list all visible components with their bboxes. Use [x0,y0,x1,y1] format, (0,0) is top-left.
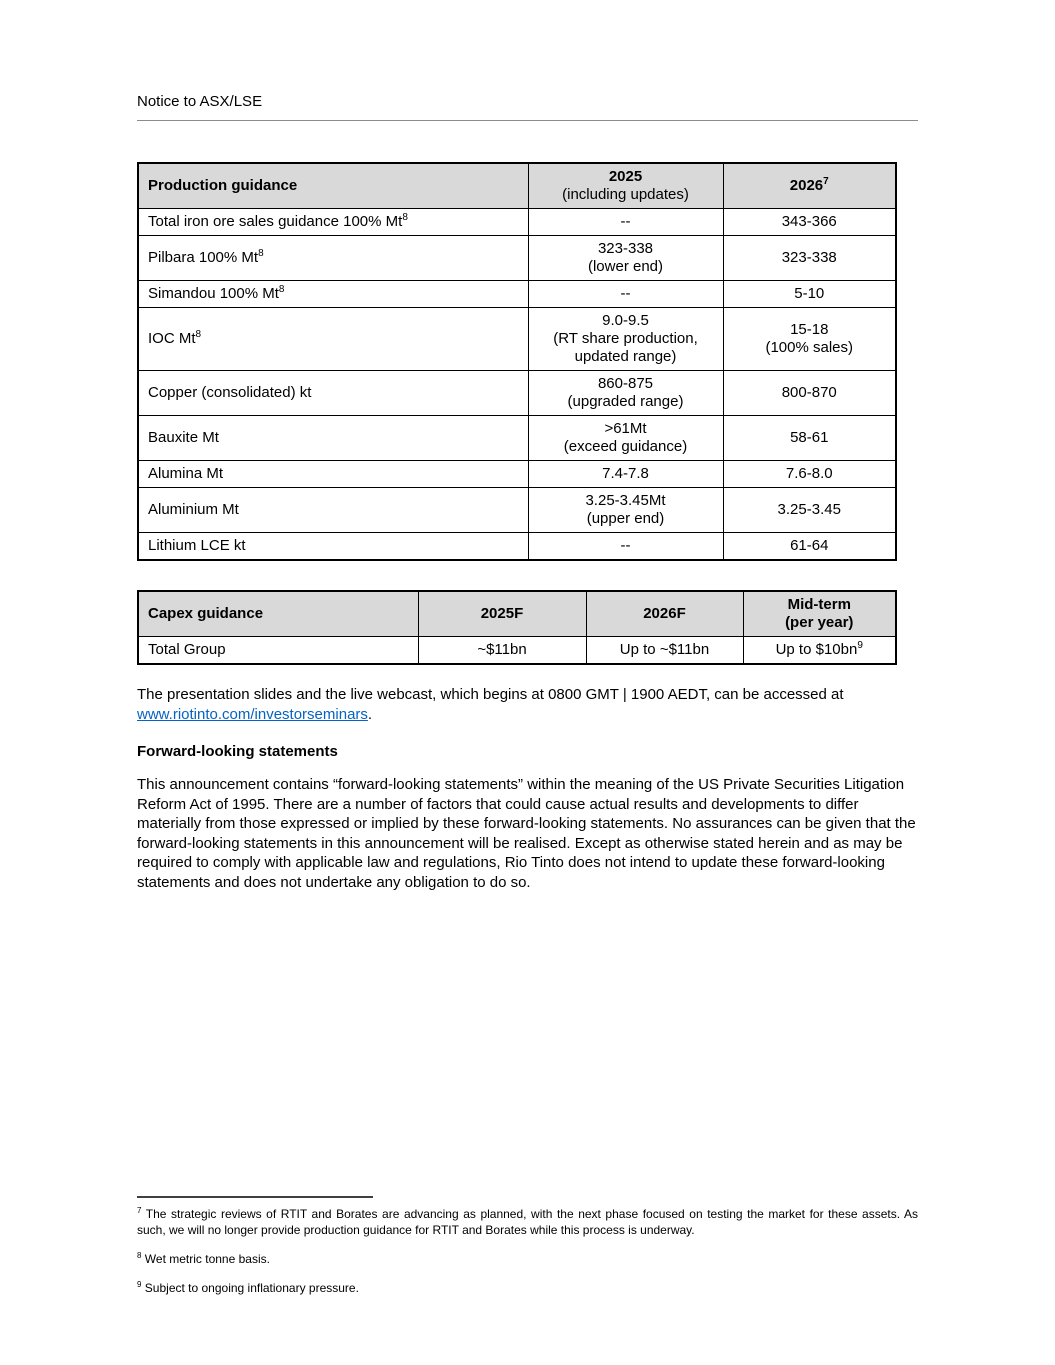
production-table-row [138,461,896,488]
footnote-8: $^8$ Wet metric tonne basis. [137,1251,270,1266]
footnote-ref: 8 [258,248,264,259]
production-row-label: Aluminium Mt [138,488,528,533]
production-row-2025-value: -- [528,281,723,308]
capex-table-header-row [138,591,896,637]
production-row-2025-value: 9.0-9.5 (RT share production, updated range) [528,308,723,371]
production-table-row [138,236,896,281]
forward-looking-body: This announcement contains “forward-looking statements” within the meaning of the US Private Securities Litigation Reform Act of 1995. There are a number of factors that could cause actual results and developments to differ materially from those expressed or implied by these forward-looking statements. No assurances can be given that the forward-looking statements in this announcement will be realised. Except as otherwise stated herein and as may be required to comply with applicable law and regulations, Rio Tinto does not intend to update these forward-looking statements and does not undertake any obligation to do so. [137,776,916,891]
footnotes-section [137,1196,918,1296]
production-row-label: Bauxite Mt [138,416,528,461]
production-row-2026-value: 5-10 [723,281,896,308]
footnote-ref-9: 9 [857,640,863,651]
production-row-2025-value: 7.4-7.8 [528,461,723,488]
production-row-2026-value: 7.6-8.0 [723,461,896,488]
production-row-2025-value: >61Mt (exceed guidance) [528,416,723,461]
capex-table-title-cell [138,591,418,637]
column-header-2026f: 2026F [586,591,743,637]
capex-table-row [138,637,896,665]
column-header-2025f: 2025F [418,591,586,637]
footnote-7: $^7$ The strategic reviews of RTIT and Borates are advancing as planned, with the next phase focused on testing the market for these assets. As such, we will no longer provide production guidance for RTIT and Borates while this process is underway. [137,1206,918,1237]
footnote-ref: 8 [278,284,285,295]
production-row-label: Total iron ore sales guidance 100% Mt$^8$ [138,209,528,236]
column-header-2026: 2026$^7$ [723,163,896,209]
capex-table-title: Capex guidance [148,605,264,622]
production-table-row [138,533,896,561]
footnote-ref-7: 7 [823,176,829,187]
capex-guidance-table [137,590,897,665]
production-row-2025-value: 860-875 (upgraded range) [528,371,723,416]
footnote-ref: 8 [195,329,202,340]
production-row-2025-value: -- [528,209,723,236]
footnote-ref: 8 [402,212,408,223]
production-table-row [138,416,896,461]
production-table-row [138,308,896,371]
capex-row-midterm-value: Up to $\$10bn^9$ [743,637,896,665]
production-row-2026-value: 800-870 [723,371,896,416]
production-table-header-row [138,163,896,209]
capex-row-label: Total Group [138,637,418,665]
production-row-2025-value: -- [528,533,723,561]
production-row-label: Lithium LCE kt [138,533,528,561]
production-row-2026-value: 3.25-3.45 [723,488,896,533]
production-table-title-cell [138,163,528,209]
footnote-9-marker: 9 [137,1280,142,1289]
footnote-separator-rule [137,1196,373,1198]
production-row-2026-value: 15-18 (100% sales) [723,308,896,371]
production-row-2026-value: 61-64 [723,533,896,561]
webcast-paragraph: The presentation slides and the live webcast, which begins at 0800 GMT | 1900 AEDT, can be accessed at www.riotinto.com/investorseminars. [137,686,844,723]
production-row-2025-value: 323-338 (lower end) [528,236,723,281]
page-header-title: Notice to ASX/LSE [137,93,263,110]
production-row-2026-value: 343-366 [723,209,896,236]
production-table-row [138,281,896,308]
investor-seminars-link[interactable]: www.riotinto.com/investorseminars [137,705,368,723]
capex-row-2026f-value: Up to ~$11bn [586,637,743,665]
footnote-9: $^9$ Subject to ongoing inflationary pressure. [137,1280,359,1295]
production-row-label: Copper (consolidated) kt [138,371,528,416]
production-guidance-table [137,162,897,561]
production-row-label: Pilbara 100% Mt$^8$ [138,236,528,281]
column-header-midterm: Mid-term (per year) [743,591,896,637]
production-row-2026-value: 323-338 [723,236,896,281]
production-row-label: Simandou 100% Mt$^8$ [138,281,528,308]
production-row-2026-value: 58-61 [723,416,896,461]
production-table-title: Production guidance [148,177,298,194]
forward-looking-heading: Forward-looking statements [137,743,338,760]
column-header-2025: 2025 (including updates) [528,163,723,209]
capex-row-2025f-value: ~$11bn [418,637,586,665]
footnote-8-marker: 8 [137,1251,142,1260]
production-row-label: IOC Mt$^8$ [138,308,528,371]
production-table-row [138,371,896,416]
footnote-7-marker: 7 [137,1206,142,1215]
production-table-row [138,209,896,236]
production-row-label: Alumina Mt [138,461,528,488]
production-row-2025-value: 3.25-3.45Mt (upper end) [528,488,723,533]
header-rule [137,120,918,121]
production-table-row [138,488,896,533]
